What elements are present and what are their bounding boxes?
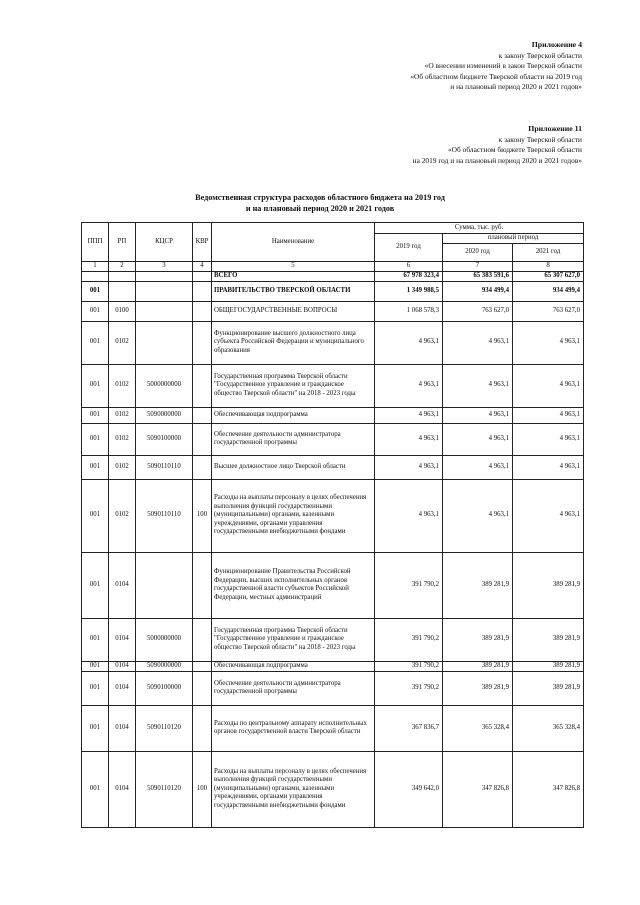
name-cell: Функционирование высшего должностного лица субъекта Российской Федерации и муниципального образования: [212, 321, 375, 364]
kcsr-cell: 5090000000: [136, 661, 193, 671]
kvr-cell: [193, 661, 212, 671]
header-ppp: ППП: [82, 223, 109, 262]
header-sum: Сумма, тыс. руб.: [375, 223, 584, 234]
value-2021-cell: 934 499,4: [513, 281, 584, 301]
rp-cell: 0104: [109, 705, 136, 751]
rp-cell: 0100: [109, 301, 136, 321]
value-2021-cell: 389 281,9: [513, 661, 584, 671]
header-2019: 2019 год: [375, 234, 443, 262]
value-2021-cell: 365 328,4: [513, 705, 584, 751]
rp-cell: 0102: [109, 423, 136, 455]
table-row: [82, 407, 584, 423]
rp-cell: 0104: [109, 671, 136, 705]
name-cell: Обеспечение деятельности администратора государственной программы: [212, 423, 375, 455]
value-2019-cell: 391 790,2: [375, 661, 443, 671]
header-kcsr: КЦСР: [136, 223, 193, 262]
table-row: [82, 281, 584, 301]
total-row: [82, 271, 584, 281]
name-cell: Государственная программа Тверской области "Государственное управление и гражданское общество Тверской области" на 2018 - 2023 годы: [212, 618, 375, 661]
kcsr-cell: [136, 281, 193, 301]
value-2020-cell: 389 281,9: [443, 661, 513, 671]
name-cell: Обеспечение деятельности администратора государственной программы: [212, 671, 375, 705]
index-cell: 6: [375, 262, 443, 272]
kvr-cell: [193, 423, 212, 455]
name-cell: Функционирование Правительства Российской Федерации, высших исполнительных органов государственной власти субъектов Российской Федерации, местных администраций: [212, 552, 375, 618]
value-2021-cell: 763 627,0: [513, 301, 584, 321]
rp-cell: 0102: [109, 479, 136, 552]
value-2019-cell: 4 963,1: [375, 364, 443, 407]
kvr-cell: [193, 321, 212, 364]
ppp-cell: 001: [82, 618, 109, 661]
value-2019-cell: 1 068 578,3: [375, 301, 443, 321]
value-2021-cell: 4 963,1: [513, 423, 584, 455]
total-2019: 67 978 323,4: [375, 271, 443, 281]
value-2020-cell: 763 627,0: [443, 301, 513, 321]
kvr-cell: [193, 552, 212, 618]
table-row: [82, 423, 584, 455]
value-2020-cell: 389 281,9: [443, 671, 513, 705]
value-2021-cell: 4 963,1: [513, 455, 584, 479]
appendix-4-header: [410, 40, 582, 93]
total-2020: 65 383 591,6: [443, 271, 513, 281]
index-cell: 3: [136, 262, 193, 272]
kvr-cell: [193, 455, 212, 479]
value-2021-cell: 4 963,1: [513, 479, 584, 552]
kcsr-cell: [136, 301, 193, 321]
ppp-cell: 001: [82, 705, 109, 751]
value-2019-cell: 349 642,0: [375, 751, 443, 827]
value-2020-cell: 4 963,1: [443, 407, 513, 423]
index-cell: 8: [513, 262, 584, 272]
value-2020-cell: 4 963,1: [443, 479, 513, 552]
value-2021-cell: 347 826,8: [513, 751, 584, 827]
total-2021: 65 307 627,0: [513, 271, 584, 281]
table-row: [82, 705, 584, 751]
value-2020-cell: 4 963,1: [443, 321, 513, 364]
rp-cell: 0104: [109, 552, 136, 618]
appendix-4-title: Приложение 4: [531, 40, 582, 49]
value-2020-cell: 347 826,8: [443, 751, 513, 827]
value-2019-cell: 1 349 988,5: [375, 281, 443, 301]
rp-cell: 0104: [109, 661, 136, 671]
name-cell: ОБЩЕГОСУДАРСТВЕННЫЕ ВОПРОСЫ: [212, 301, 375, 321]
ppp-cell: 001: [82, 321, 109, 364]
kcsr-cell: 5090100000: [136, 671, 193, 705]
value-2020-cell: 4 963,1: [443, 364, 513, 407]
index-cell: 7: [443, 262, 513, 272]
name-cell: ПРАВИТЕЛЬСТВО ТВЕРСКОЙ ОБЛАСТИ: [212, 281, 375, 301]
index-cell: 4: [193, 262, 212, 272]
rp-cell: 0102: [109, 321, 136, 364]
kvr-cell: [193, 364, 212, 407]
table-row: [82, 321, 584, 364]
table-row: [82, 618, 584, 661]
rp-cell: 0104: [109, 751, 136, 827]
ppp-cell: 001: [82, 661, 109, 671]
kvr-cell: [193, 618, 212, 661]
kcsr-cell: 5090110120: [136, 751, 193, 827]
value-2019-cell: 4 963,1: [375, 455, 443, 479]
total-label: ВСЕГО: [212, 271, 375, 281]
table-row: [82, 301, 584, 321]
ppp-cell: 001: [82, 479, 109, 552]
header-2021: 2021 год: [513, 244, 584, 262]
name-cell: Государственная программа Тверской области "Государственное управление и гражданское общество Тверской области" на 2018 - 2023 годы: [212, 364, 375, 407]
value-2019-cell: 4 963,1: [375, 407, 443, 423]
header-kvr: КВР: [193, 223, 212, 262]
kvr-cell: [193, 301, 212, 321]
header-planned-period: плановый период: [443, 234, 584, 244]
appendix-4-line: и на плановый период 2020 и 2021 годов»: [450, 82, 582, 92]
appendix-11-line: «Об областном бюджете Тверской области: [447, 145, 582, 155]
value-2021-cell: 389 281,9: [513, 618, 584, 661]
value-2019-cell: 391 790,2: [375, 618, 443, 661]
appendix-11-line: к закону Тверской области: [498, 134, 582, 144]
appendix-4-line: «О внесении изменений в закон Тверской области: [424, 61, 582, 71]
kcsr-cell: 5090110110: [136, 479, 193, 552]
rp-cell: 0102: [109, 407, 136, 423]
name-cell: Высшее должностное лицо Тверской области: [212, 455, 375, 479]
value-2020-cell: 4 963,1: [443, 455, 513, 479]
name-cell: Расходы по центральному аппарату исполнительных органов государственной власти Тверской области: [212, 705, 375, 751]
name-cell: Расходы на выплаты персоналу в целях обеспечения выполнения функций государственными (муниципальными) органами, казенными учреждениями, органами управления государственными внебюджетными фондами: [212, 751, 375, 827]
value-2020-cell: 389 281,9: [443, 552, 513, 618]
value-2020-cell: 365 328,4: [443, 705, 513, 751]
ppp-cell: 001: [82, 751, 109, 827]
table-row: [82, 552, 584, 618]
kcsr-cell: 5090100000: [136, 423, 193, 455]
value-2021-cell: 389 281,9: [513, 552, 584, 618]
value-2019-cell: 391 790,2: [375, 671, 443, 705]
kcsr-cell: 5090110110: [136, 455, 193, 479]
kcsr-cell: [136, 552, 193, 618]
appendix-4-line: «Об областном бюджете Тверской области на 2019 год: [410, 71, 582, 81]
table-row: [82, 455, 584, 479]
value-2021-cell: 4 963,1: [513, 407, 584, 423]
name-cell: Обеспечивающая подпрограмма: [212, 661, 375, 671]
appendix-4-line: к закону Тверской области: [498, 50, 582, 60]
name-cell: Обеспечивающая подпрограмма: [212, 407, 375, 423]
kvr-cell: [193, 671, 212, 705]
appendix-11-line: на 2019 год и на плановый период 2020 и 2021 годов»: [412, 155, 582, 165]
ppp-cell: 001: [82, 455, 109, 479]
rp-cell: 0102: [109, 455, 136, 479]
value-2019-cell: 367 836,7: [375, 705, 443, 751]
table-row: [82, 751, 584, 827]
value-2019-cell: 4 963,1: [375, 321, 443, 364]
value-2020-cell: 934 499,4: [443, 281, 513, 301]
kcsr-cell: 5090110120: [136, 705, 193, 751]
kvr-cell: [193, 281, 212, 301]
kvr-cell: [193, 407, 212, 423]
appendix-11-title: Приложение 11: [528, 124, 582, 133]
ppp-cell: 001: [82, 671, 109, 705]
table-row: [82, 364, 584, 407]
value-2021-cell: 4 963,1: [513, 321, 584, 364]
ppp-cell: 001: [82, 423, 109, 455]
kcsr-cell: 5090000000: [136, 407, 193, 423]
table-row: [82, 479, 584, 552]
value-2021-cell: 4 963,1: [513, 364, 584, 407]
document-title-line-2: и на плановый период 2020 и 2021 годов: [245, 204, 395, 213]
column-index-row: [82, 262, 584, 272]
document-title: [80, 192, 560, 214]
kcsr-cell: [136, 321, 193, 364]
ppp-cell: 001: [82, 407, 109, 423]
kcsr-cell: 5000000000: [136, 618, 193, 661]
appendix-11-header: [413, 124, 582, 166]
rp-cell: 0102: [109, 364, 136, 407]
value-2019-cell: 391 790,2: [375, 552, 443, 618]
value-2019-cell: 4 963,1: [375, 423, 443, 455]
header-name: Наименование: [212, 223, 375, 262]
budget-table: [81, 222, 584, 828]
ppp-cell: 001: [82, 281, 109, 301]
value-2020-cell: 389 281,9: [443, 618, 513, 661]
header-2020: 2020 год: [443, 244, 513, 262]
rp-cell: 0104: [109, 618, 136, 661]
kvr-cell: [193, 705, 212, 751]
ppp-cell: 001: [82, 364, 109, 407]
kvr-cell: 100: [193, 479, 212, 552]
value-2020-cell: 4 963,1: [443, 423, 513, 455]
document-title-line-1: Ведомственная структура расходов областного бюджета на 2019 год: [195, 193, 445, 202]
kvr-cell: 100: [193, 751, 212, 827]
table-row: [82, 671, 584, 705]
ppp-cell: 001: [82, 552, 109, 618]
name-cell: Расходы на выплаты персоналу в целях обеспечения выполнения функций государственными (муниципальными) органами, казенными учреждениями, органами управления государственными внебюджетными фондами: [212, 479, 375, 552]
table-row: [82, 661, 584, 671]
index-cell: 5: [212, 262, 375, 272]
value-2019-cell: 4 963,1: [375, 479, 443, 552]
rp-cell: [109, 281, 136, 301]
value-2021-cell: 389 281,9: [513, 671, 584, 705]
header-rp: РП: [109, 223, 136, 262]
index-cell: 2: [109, 262, 136, 272]
index-cell: 1: [82, 262, 109, 272]
ppp-cell: 001: [82, 301, 109, 321]
kcsr-cell: 5000000000: [136, 364, 193, 407]
